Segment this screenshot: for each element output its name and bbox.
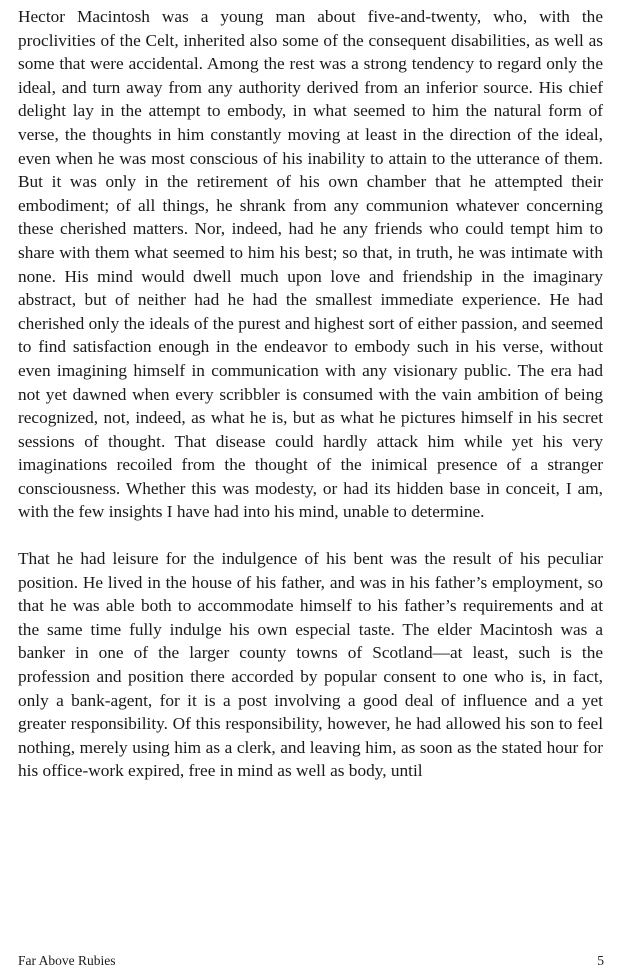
running-title: Far Above Rubies bbox=[18, 953, 116, 968]
page-footer bbox=[18, 953, 604, 973]
paragraph-2: That he had leisure for the indulgence of his bent was the result of his peculiar position. He lived in the house of his father, and was in his father’s employment, so that he was able both to accommodate himself to his father’s requirements and at the same time fully indulge his own especial taste. The elder Macintosh was a banker in one of the larger county towns of Scotland—at least, such is the profession and position there accorded by popular consent to one who is, in fact, only a bank-agent, for it is a post involving a good deal of influence and a yet greater responsibility. Of this responsibility, however, he had allowed his son to feel nothing, merely using him as a clerk, and leaving him, as soon as the stated hour for his office-work expired, free in mind as well as body, until bbox=[18, 549, 603, 781]
page-number: 5 bbox=[597, 953, 604, 968]
page-body bbox=[18, 5, 603, 783]
paragraph-1: Hector Macintosh was a young man about five-and-twenty, who, with the proclivities of the Celt, inherited also some of the consequent disabilities, as well as some that were accidental. Among the rest was a strong tendency to regard only the ideal, and turn away from any authority derived from an inferior source. His chief delight lay in the attempt to embody, in what seemed to him the natural form of verse, the thoughts in him constantly moving at least in the direction of the ideal, even when he was most conscious of his inability to attain to the utterance of them. But it was only in the retirement of his own chamber that he attempted their embodiment; of all things, he shrank from any communion whatever concerning these cherished matters. Nor, indeed, had he any friends who could tempt him to share with them what seemed to him his best; so that, in truth, he was intimate with none. His mind would dwell much upon love and friendship in the imaginary abstract, but of neither had he had the smallest immediate experience. He had cherished only the ideals of the purest and highest sort of either passion, and seemed to find satisfaction enough in the endeavor to embody such in his verse, without even imagining himself in communication with any visionary public. The era had not yet dawned when every scribbler is consumed with the vain ambition of being recognized, not, indeed, as what he is, but as what he pictures himself in his secret sessions of thought. That disease could hardly attack him while yet his very imaginations recoiled from the thought of the inimical presence of a stranger consciousness. Whether this was modesty, or had its hidden base in conceit, I am, with the few insights I have had into his mind, unable to determine. bbox=[18, 7, 603, 522]
